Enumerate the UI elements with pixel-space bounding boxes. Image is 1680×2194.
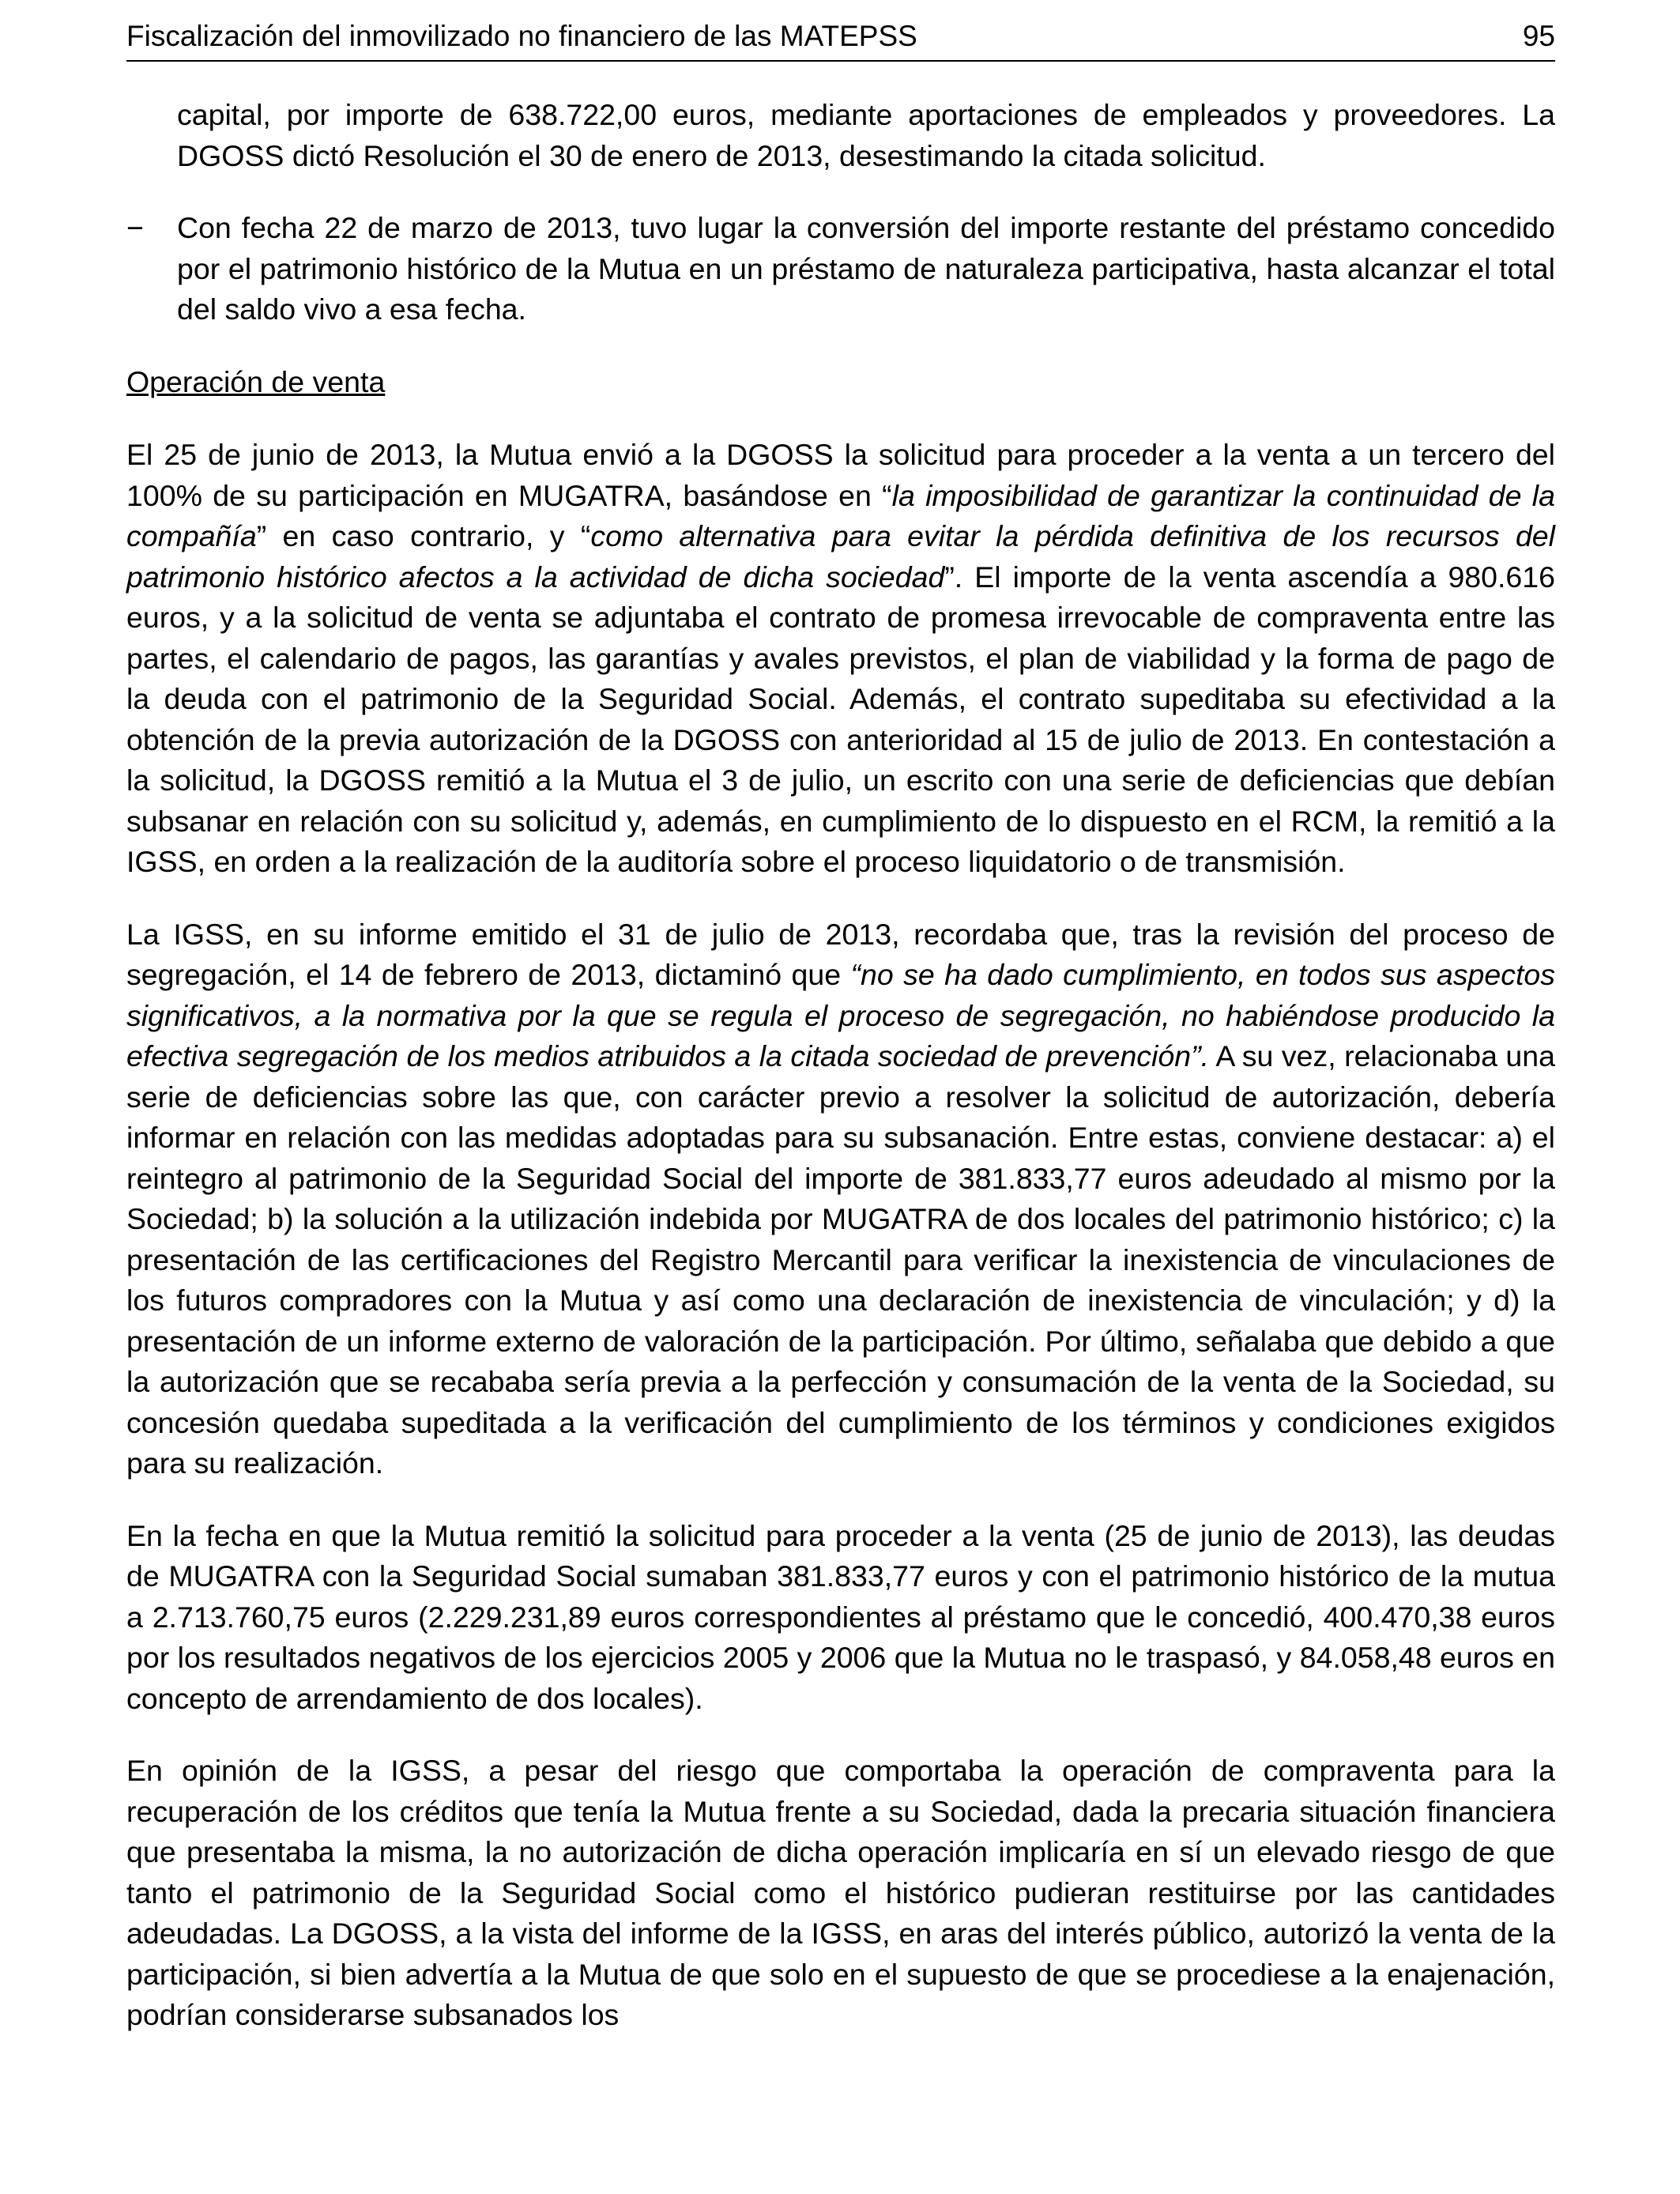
paragraph-text: El 25 de junio de 2013, la Mutua envió a la DGOSS la solicitud para proceder a la venta a un tercero del 100% de su participación en MUGATRA, basándose en “: [126, 438, 1555, 512]
header-title: Fiscalización del inmovilizado no financiero de las MATEPSS: [126, 20, 917, 52]
quoted-text: “no se ha dado cumplimiento, en todos sus aspectos significativos, a la normativa por la que se regula el proceso de segregación, no habiéndose producido la efectiva segregación de los medios atribuidos a la citada sociedad de prevención”.: [126, 958, 1555, 1072]
paragraph-sale-request: [126, 435, 1555, 883]
dash-bullet-icon: −: [126, 211, 144, 244]
bullet-text: Con fecha 22 de marzo de 2013, tuvo lugar la conversión del importe restante del préstamo concedido por el patrimonio histórico de la Mutua en un préstamo de naturaleza participativa, hasta alcanzar el total del saldo vivo a esa fecha.: [177, 211, 1555, 326]
paragraph-igss-opinion: En opinión de la IGSS, a pesar del riesgo que comportaba la operación de compraventa para la recuperación de los créditos que tenía la Mutua frente a su Sociedad, dada la precaria situación financiera que presentaba la misma, la no autorización de dicha operación implicaría en sí un elevado riesgo de que tanto el patrimonio de la Seguridad Social como el histórico pudieran restituirse por las cantidades adeudadas. La DGOSS, a la vista del informe de la IGSS, en aras del interés público, autorizó la venta de la participación, si bien advertía a la Mutua de que solo en el supuesto de que se procediese a la enajenación, podrían considerarse subsanados los: [126, 1754, 1555, 2031]
paragraph-debts: En la fecha en que la Mutua remitió la solicitud para proceder a la venta (25 de junio de 2013), las deudas de MUGATRA con la Seguridad Social sumaban 381.833,77 euros y con el patrimonio histórico de la mutua a 2.713.760,75 euros (2.229.231,89 euros correspondientes al préstamo que le concedió, 400.470,38 euros por los resultados negativos de los ejercicios 2005 y 2006 que la Mutua no le traspasó, y 84.058,48 euros en concepto de arrendamiento de dos locales).: [126, 1518, 1555, 1715]
paragraph-text: ” en caso contrario, y “: [256, 519, 591, 552]
page-header: [126, 17, 1555, 62]
paragraph-igss-report: [126, 914, 1555, 1484]
bullet-item: [126, 208, 1555, 330]
paragraph-text: A su vez, relacionaba una serie de deficiencias sobre las que, con carácter previo a resolver la solicitud de autorización, debería informar en relación con las medidas adoptadas para su subsanación. Entre estas, conviene destacar: a) el reintegro al patrimonio de la Seguridad Social del importe de 381.833,77 euros adeudado al mismo por la Sociedad; b) la solución a la utilización indebida por MUGATRA de dos locales del patrimonio histórico; c) la presentación de las certificaciones del Registro Mercantil para verificar la inexistencia de vinculaciones de los futuros compradores con la Mutua y así como una declaración de inexistencia de vinculación; y d) la presentación de un informe externo de valoración de la participación. Por último, señalaba que debido a que la autorización que se recababa sería previa a la perfección y consumación de la venta de la Sociedad, su concesión quedaba supeditada a la verificación del cumplimiento de los términos y condiciones exigidos para su realización.: [126, 1039, 1555, 1480]
quoted-text: como alternativa para evitar la pérdida definitiva de los recursos del patrimonio histórico afectos a la actividad de dicha sociedad: [126, 519, 1555, 594]
continuation-paragraph: capital, por importe de 638.722,00 euros, mediante aportaciones de empleados y proveedores. La DGOSS dictó Resolución el 30 de enero de 2013, desestimando la citada solicitud.: [177, 98, 1555, 172]
paragraph-text: La IGSS, en su informe emitido el 31 de julio de 2013, recordaba que, tras la revisión del proceso de segregación, el 14 de febrero de 2013, dictaminó que: [126, 917, 1555, 991]
page-number: 95: [1522, 20, 1555, 52]
section-subheading: Operación de venta: [126, 364, 386, 398]
quoted-text: la imposibilidad de garantizar la continuidad de la compañía: [126, 478, 1555, 552]
document-body: [126, 95, 1555, 2036]
paragraph-text: ”. El importe de la venta ascendía a 980.616 euros, y a la solicitud de venta se adjuntaba el contrato de promesa irrevocable de compraventa entre las partes, el calendario de pagos, las garantías y avales previstos, el plan de viabilidad y la forma de pago de la deuda con el patrimonio de la Seguridad Social. Además, el contrato supeditaba su efectividad a la obtención de la previa autorización de la DGOSS con anterioridad al 15 de julio de 2013. En contestación a la solicitud, la DGOSS remitió a la Mutua el 3 de julio, un escrito con una serie de deficiencias que debían subsanar en relación con su solicitud y, además, en cumplimiento de lo dispuesto en el RCM, la remitió a la IGSS, en orden a la realización de la auditoría sobre el proceso liquidatorio o de transmisión.: [126, 560, 1555, 878]
